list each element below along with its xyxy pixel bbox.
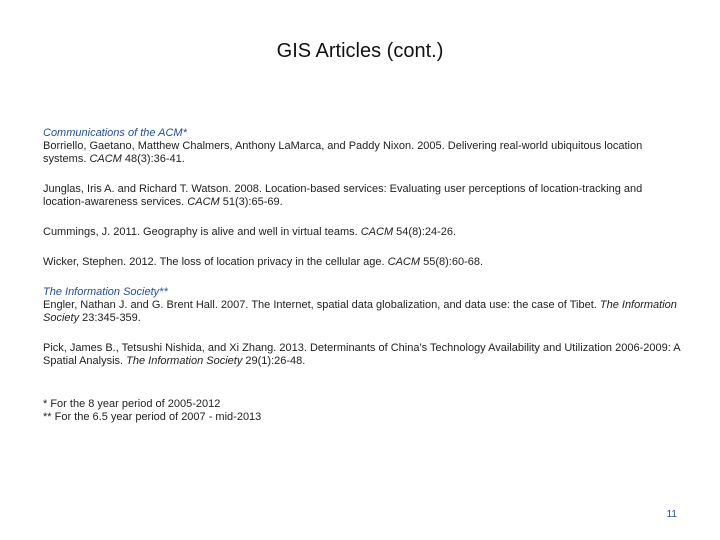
reference-text: Wicker, Stephen. 2012. The loss of location privacy in the cellular age.	[43, 256, 388, 268]
reference-citation: 54(8):24-26.	[393, 226, 457, 238]
journal-name: CACM	[187, 196, 220, 208]
reference-citation: 48(3):36-41.	[121, 153, 185, 165]
reference-wicker	[43, 256, 683, 269]
reference-text: Borriello, Gaetano, Matthew Chalmers, Anthony LaMarca, and Paddy Nixon. 2005. Delivering real-world ubiquitous location systems.	[43, 140, 643, 165]
reference-engler	[43, 299, 683, 325]
journal-name: The Information Society	[126, 355, 243, 367]
reference-citation: 51(3):65-69.	[219, 196, 283, 208]
footnote-cacm: * For the 8 year period of 2005-2012	[43, 398, 221, 410]
reference-pick	[43, 342, 683, 368]
footnote-information-society: ** For the 6.5 year period of 2007 - mid-2013	[43, 411, 262, 423]
journal-name: The Information Society	[43, 299, 677, 324]
reference-cummings	[43, 226, 683, 239]
journal-name: CACM	[89, 153, 122, 165]
section-heading-cacm: Communications of the ACM*	[43, 127, 187, 139]
reference-citation: 55(8):60-68.	[420, 256, 484, 268]
reference-text: Pick, James B., Tetsushi Nishida, and Xi Zhang. 2013. Determinants of China’s Technology Availability and Utilization 2006-2009: A Spatial Analysis.	[43, 342, 680, 367]
reference-citation: 23:345-359.	[79, 312, 141, 324]
reference-junglas	[43, 183, 683, 209]
page-number: 11	[666, 509, 677, 520]
reference-text: Engler, Nathan J. and G. Brent Hall. 2007. The Internet, spatial data globalization, and data use: the case of Tibet.	[43, 299, 600, 311]
journal-name: CACM	[387, 256, 421, 268]
slide-title: GIS Articles (cont.)	[276, 40, 444, 62]
slide-body	[43, 127, 683, 424]
reference-text: Junglas, Iris A. and Richard T. Watson. 2008. Location-based services: Evaluating user perceptions of location-tracking and location-awareness services.	[43, 183, 643, 208]
reference-text: Cummings, J. 2011. Geography is alive and well in virtual teams.	[43, 226, 361, 238]
reference-citation: 29(1):26-48.	[242, 355, 306, 367]
journal-name: CACM	[360, 226, 394, 238]
section-heading-information-society: The Information Society**	[43, 286, 168, 298]
reference-borriello	[43, 140, 683, 166]
